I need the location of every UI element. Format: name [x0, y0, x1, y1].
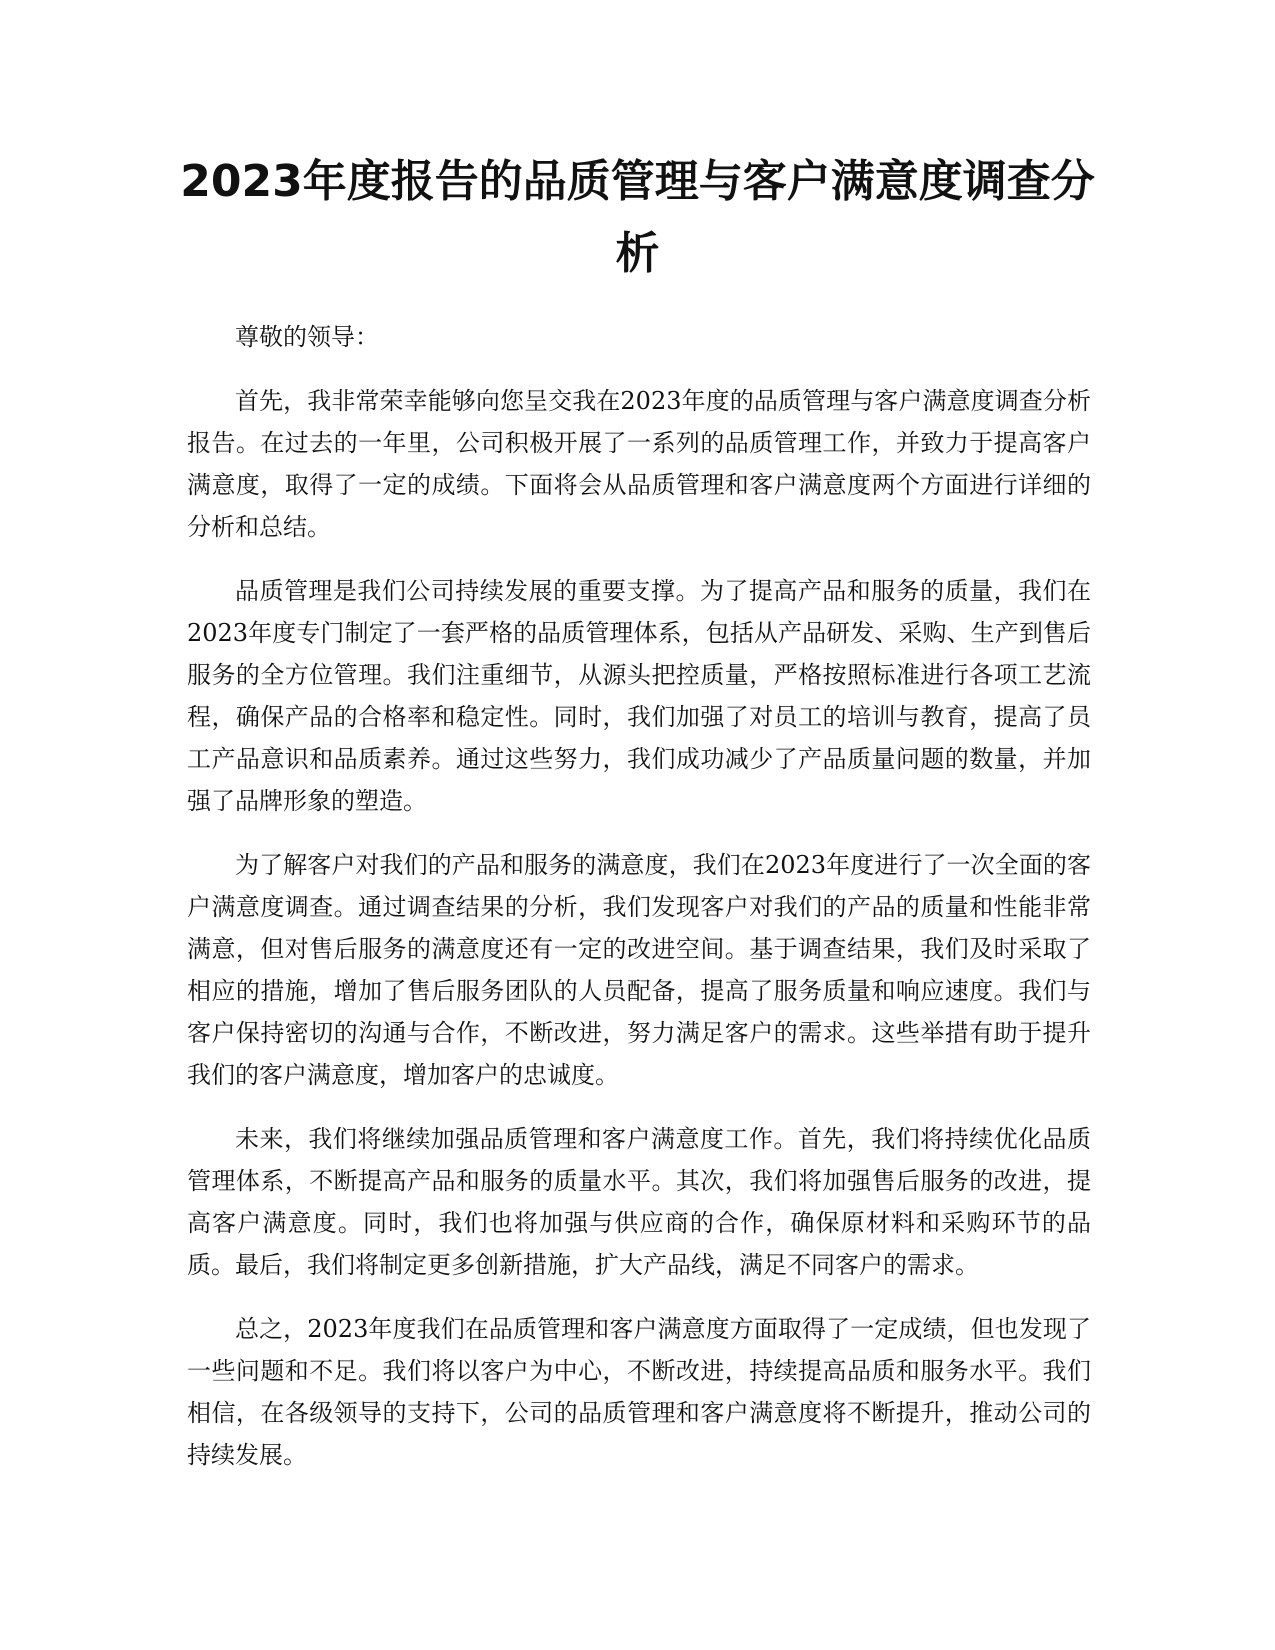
paragraph-intro: 首先，我非常荣幸能够向您呈交我在2023年度的品质管理与客户满意度调查分析报告。在过去的一年里，公司积极开展了一系列的品质管理工作，并致力于提高客户满意度，取得了一定的成绩。下面将会从品质管理和客户满意度两个方面进行详细的分析和总结。 [187, 387, 1091, 541]
paragraph-quality-management: 品质管理是我们公司持续发展的重要支撑。为了提高产品和服务的质量，我们在2023年度专门制定了一套严格的品质管理体系，包括从产品研发、采购、生产到售后服务的全方位管理。我们注重细节，从源头把控质量，严格按照标准进行各项工艺流程，确保产品的合格率和稳定性。同时，我们加强了对员工的培训与教育，提高了员工产品意识和品质素养。通过这些努力，我们成功减少了产品质量问题的数量，并加强了品牌形象的塑造。 [187, 577, 1091, 815]
document-body [187, 316, 1091, 1498]
salutation: 尊敬的领导： [235, 323, 379, 351]
paragraph-future-plan: 未来，我们将继续加强品质管理和客户满意度工作。首先，我们将持续优化品质管理体系，不断提高产品和服务的质量水平。其次，我们将加强售后服务的改进，提高客户满意度。同时，我们也将加强与供应商的合作，确保原材料和采购环节的品质。最后，我们将制定更多创新措施，扩大产品线，满足不同客户的需求。 [187, 1125, 1091, 1279]
document-title: 2023年度报告的品质管理与客户满意度调查分析 [180, 156, 1095, 279]
paragraph-conclusion: 总之，2023年度我们在品质管理和客户满意度方面取得了一定成绩，但也发现了一些问题和不足。我们将以客户为中心，不断改进，持续提高品质和服务水平。我们相信，在各级领导的支持下，公司的品质管理和客户满意度将不断提升，推动公司的持续发展。 [187, 1315, 1091, 1469]
paragraph-customer-survey: 为了解客户对我们的产品和服务的满意度，我们在2023年度进行了一次全面的客户满意度调查。通过调查结果的分析，我们发现客户对我们的产品的质量和性能非常满意，但对售后服务的满意度还有一定的改进空间。基于调查结果，我们及时采取了相应的措施，增加了售后服务团队的人员配备，提高了服务质量和响应速度。我们与客户保持密切的沟通与合作，不断改进，努力满足客户的需求。这些举措有助于提升我们的客户满意度，增加客户的忠诚度。 [187, 851, 1091, 1089]
